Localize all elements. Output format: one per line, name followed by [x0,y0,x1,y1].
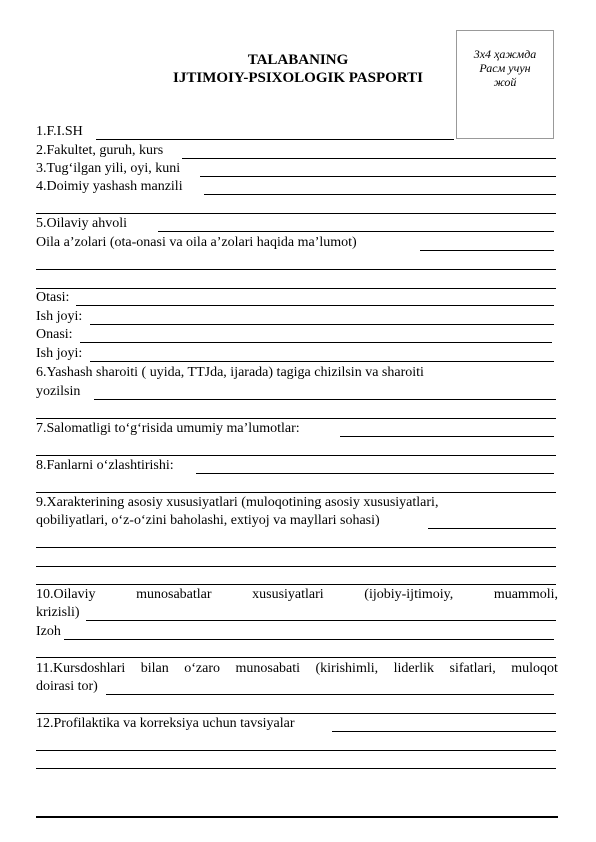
fill-line[interactable] [36,455,556,456]
fill-line[interactable] [36,269,556,270]
relations-word: muammoli, [493,587,558,602]
fill-line[interactable] [106,694,554,695]
fill-line[interactable] [86,620,556,621]
field-label-relations-line-2: krizisli) [36,605,80,620]
relations-word: 10.Oilaviy [36,587,96,602]
fill-line[interactable] [76,305,554,306]
field-label-fish: 1.F.I.SH [36,124,83,139]
field-label-relations-line-1 [36,587,558,603]
classmates-word: (kirishimli, [315,661,379,676]
photo-box-line-2: Расм учун [479,61,531,75]
classmates-word: sifatlari, [449,661,496,676]
classmates-word: munosabati [235,661,301,676]
field-label-classmates-line-2: doirasi tor) [36,679,98,694]
fill-line[interactable] [200,176,556,177]
field-label-father: Otasi: [36,290,70,305]
fill-line[interactable] [332,731,556,732]
field-label-health: 7.Salomatligi to‘g‘risida umumiy ma’lumotlar: [36,421,300,436]
fill-line[interactable] [90,361,554,362]
photo-placeholder-box [456,30,554,139]
fill-line[interactable] [36,418,556,419]
fill-line[interactable] [420,250,554,251]
field-label-family: 5.Oilaviy ahvoli [36,216,127,231]
field-label-recommendations: 12.Profilaktika va korreksiya uchun tavsiyalar [36,716,295,731]
field-label-classmates-line-1 [36,661,558,677]
fill-line[interactable] [96,139,454,140]
fill-line[interactable] [340,436,554,437]
fill-line[interactable] [36,213,556,214]
field-label-mother-job: Ish joyi: [36,346,83,361]
fill-line[interactable] [428,528,556,529]
title-line-2: IJTIMOIY-PSIXOLOGIK PASPORTI [173,70,423,86]
field-label-birth: 3.Tug‘ilgan yili, oyi, kuni [36,161,181,176]
fill-line[interactable] [196,473,554,474]
relations-word: munosabatlar [136,587,212,602]
classmates-word: liderlik [393,661,435,676]
field-label-living-line-2: yozilsin [36,384,81,399]
classmates-word: o‘zaro [184,661,221,676]
fill-line[interactable] [36,713,556,714]
field-label-faculty: 2.Fakultet, guruh, kurs [36,143,164,158]
title-line-1: TALABANING [247,52,349,68]
relations-word: (ijobiy-ijtimoiy, [364,587,454,602]
fill-line[interactable] [182,158,556,159]
photo-box-line-3: жой [493,75,517,89]
fill-line[interactable] [36,566,556,567]
classmates-word: muloqot [511,661,558,676]
fill-line[interactable] [94,399,556,400]
fill-line[interactable] [36,547,556,548]
fill-line[interactable] [158,231,554,232]
fill-line[interactable] [36,584,556,585]
bottom-rule [36,816,558,818]
classmates-word: bilan [140,661,169,676]
fill-line[interactable] [204,194,556,195]
classmates-word: 11.Kursdoshlari [36,661,126,676]
fill-line[interactable] [36,288,556,289]
fill-line[interactable] [90,324,554,325]
field-label-address: 4.Doimiy yashash manzili [36,179,183,194]
fill-line[interactable] [36,750,556,751]
field-label-mother: Onasi: [36,327,73,342]
fill-line[interactable] [36,768,556,769]
field-label-father-job: Ish joyi: [36,309,83,324]
field-label-family-members: Oila a’zolari (ota-onasi va oila a’zolari haqida ma’lumot) [36,235,357,250]
fill-line[interactable] [36,657,556,658]
field-label-subjects: 8.Fanlarni o‘zlashtirishi: [36,458,174,473]
field-label-note: Izoh [36,624,61,639]
photo-box-line-1: 3x4 ҳажмда [473,47,537,61]
fill-line[interactable] [64,639,554,640]
field-label-character-line-1: 9.Xarakterining asosiy xususiyatlari (muloqotining asosiy xususiyatlari, [36,495,439,510]
fill-line[interactable] [80,342,552,343]
field-label-living-line-1: 6.Yashash sharoiti ( uyida, TTJda, ijarada) tagiga chizilsin va sharoiti [36,365,424,380]
relations-word: xususiyatlari [252,587,324,602]
fill-line[interactable] [36,492,556,493]
field-label-character-line-2: qobiliyatlari, o‘z-o‘zini baholashi, extiyoj va mayllari sohasi) [36,513,380,528]
